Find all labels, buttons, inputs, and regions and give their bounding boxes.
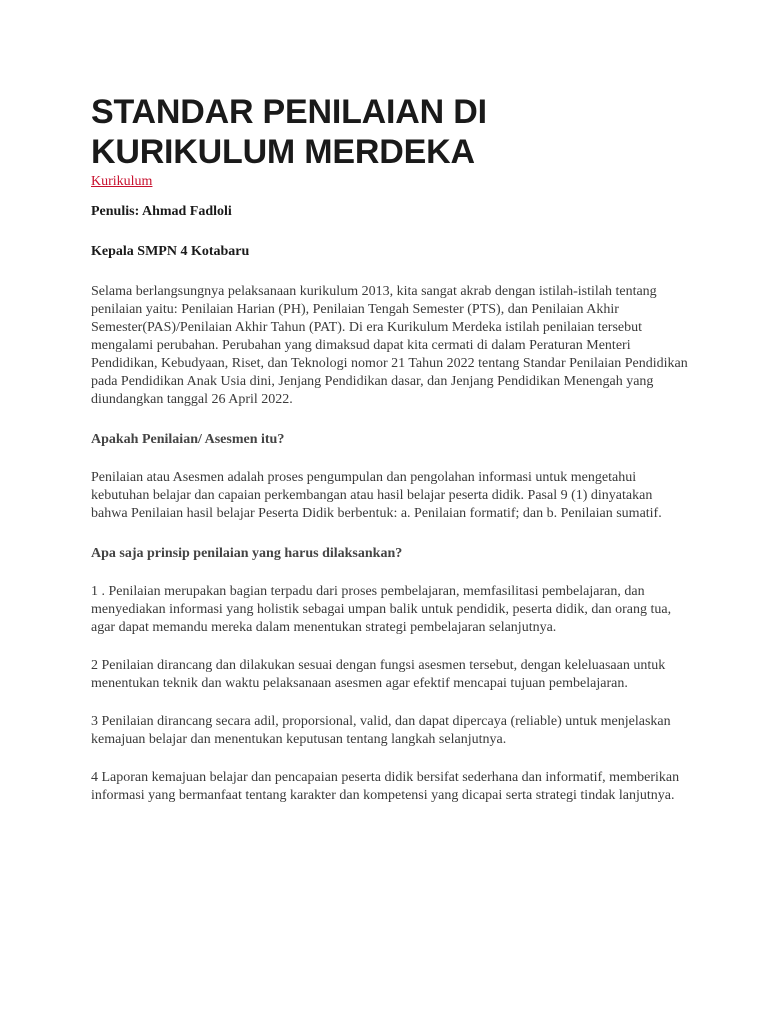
intro-paragraph: Selama berlangsungnya pelaksanaan kurikulum 2013, kita sangat akrab dengan istilah-istilah tentang penilaian yaitu: Penilaian Harian (PH), Penilaian Tengah Semester (PTS), dan Penilaian Akhir Semester(PAS)/Penilaian Akhir Tahun (PAT). Di era Kurikulum Merdeka istilah penilaian tersebut mengalami perubahan. Perubahan yang dimaksud dapat kita cermati di dalam Peraturan Menteri Pendidikan, Kebudyaan, Riset, dan Teknologi nomor 21 Tahun 2022 tentang Standar Penilaian Pendidikan pada Pendidikan Anak Usia dini, Jenjang Pendidikan dasar, dan Jenjang Pendidikan Menengah yang diundangkan tanggal 26 April 2022.: [91, 284, 688, 407]
principle-paragraph: 4 Laporan kemajuan belajar dan pencapaian peserta didik bersifat sederhana dan informatif, memberikan informasi yang bermanfaat tentang karakter dan kompetensi yang dicapai serta strategi tindak lanjutnya.: [91, 770, 680, 803]
article-title: STANDAR PENILAIAN DI KURIKULUM MERDEKA: [91, 93, 487, 171]
principle-paragraph: 1 . Penilaian merupakan bagian terpadu dari proses pembelajaran, memfasilitasi pembelajaran, dan menyediakan informasi yang holistik sebagai umpan balik untuk pendidik, peserta didik, dan orang tua, agar dapat memandu mereka dalam menentukan strategi pembelajaran selanjutnya.: [91, 584, 672, 635]
answer-paragraph-1: Penilaian atau Asesmen adalah proses pengumpulan dan pengolahan informasi untuk mengetahui kebutuhan belajar dan capaian perkembangan atau hasil belajar peserta didik. Pasal 9 (1) dinyatakan bahwa Penilaian hasil belajar Peserta Didik berbentuk: a. Penilaian formatif; dan b. Penilaian sumatif.: [91, 470, 662, 521]
question-heading-2: Apa saja prinsip penilaian yang harus dilaksankan?: [91, 546, 403, 561]
principle-paragraph: 2 Penilaian dirancang dan dilakukan sesuai dengan fungsi asesmen tersebut, dengan keleluasaan untuk menentukan teknik dan waktu pelaksanaan asesmen agar efektif mencapai tujuan pembelajaran.: [91, 658, 666, 691]
category-link[interactable]: Kurikulum: [91, 174, 153, 189]
principle-paragraph: 3 Penilaian dirancang secara adil, proporsional, valid, dan dapat dipercaya (reliable) untuk menjelaskan kemajuan belajar dan menentukan keputusan tentang langkah selanjutnya.: [91, 714, 671, 747]
school-line: Kepala SMPN 4 Kotabaru: [91, 244, 250, 259]
article: [91, 92, 691, 805]
question-heading-1: Apakah Penilaian/ Asesmen itu?: [91, 432, 285, 447]
author-line: Penulis: Ahmad Fadloli: [91, 204, 232, 219]
